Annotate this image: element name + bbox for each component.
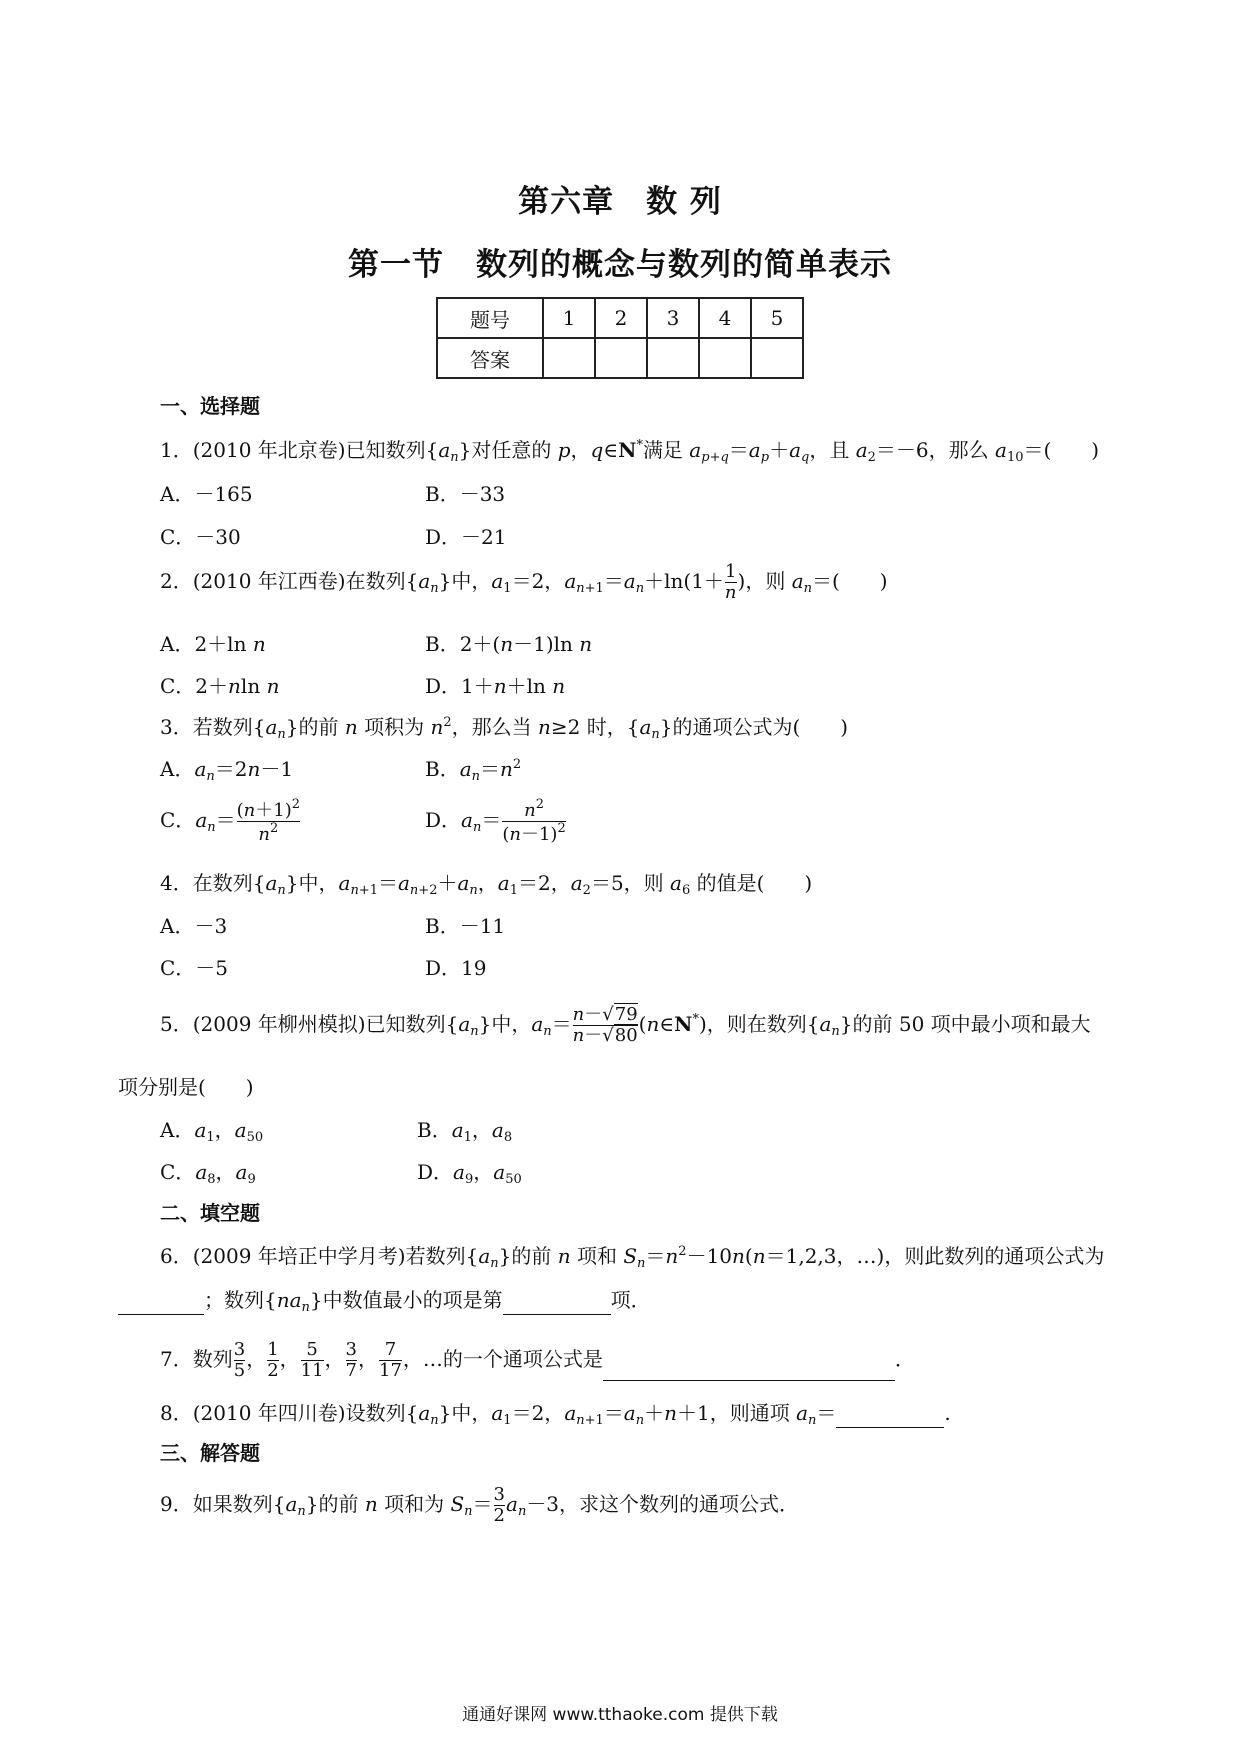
q4-option-a: A．－3 bbox=[160, 914, 228, 938]
question-4: 4．在数列$\{a_n\}$中，$a_{n+1}=a_{n+2}+a_n$，$a_1=2$，$a_2=5$，则 $a_6$ 的值是( ) bbox=[160, 871, 813, 898]
answer-cell[interactable] bbox=[595, 338, 647, 378]
question-9: 9．如果数列$\{a_n\}$的前 n 项和为 $S_n=$ $\frac{3}{2}$ $a_n-3$，求这个数列的通项公式． bbox=[160, 1484, 800, 1526]
q5-option-c: C．$a_8$，$a_9$ bbox=[160, 1160, 256, 1187]
q2-option-a: A．2＋ln n bbox=[160, 632, 266, 656]
q2-option-c: C．2＋nln n bbox=[160, 674, 280, 698]
chapter-title: 第六章 数 列 bbox=[518, 184, 722, 220]
answer-blank[interactable] bbox=[503, 1294, 611, 1315]
question-1: 1．(2010 年北京卷)已知数列$\{a_n\}$对任意的 p，q∈N*满足 $a_{p+q}=a_p+a_q$，且 $a_2=-6$，那么 $a_{10}=$( ) bbox=[160, 438, 1100, 465]
question-8: 8．(2010 年四川卷)设数列$\{a_n\}$中，$a_1=2$，$a_{n+1}=a_n+n+1$，则通项 $a_n=$ . bbox=[160, 1401, 951, 1428]
q3-option-a: A．$a_n=2n-1$ bbox=[160, 757, 294, 784]
q1-option-d: D．－21 bbox=[425, 525, 507, 549]
q2-option-b: B．2＋(n－1)ln n bbox=[425, 632, 593, 656]
answer-cell[interactable] bbox=[543, 338, 595, 378]
question-number: 4 bbox=[699, 298, 751, 338]
question-7: 7．数列 $\frac{3}{5}$ ， $\frac{1}{2}$ ， $\frac{5}{11}$ ， $\frac{3}{7}$ ， $\frac{7}{17}$ ，…的一个通项公式是 ． bbox=[160, 1339, 915, 1381]
answer-blank[interactable] bbox=[603, 1360, 895, 1381]
q1-option-a: A．－165 bbox=[160, 482, 253, 506]
q3-option-b: B．$a_n=n^2$ bbox=[425, 757, 522, 784]
q3-option-d: D．$a_n=$ $\frac{n^2}{(n-1)^2}$ bbox=[425, 797, 566, 845]
answer-label: 答案 bbox=[437, 338, 543, 378]
q2-option-d: D．1＋n＋ln n bbox=[425, 674, 566, 698]
answer-cell[interactable] bbox=[647, 338, 699, 378]
question-number: 1 bbox=[543, 298, 595, 338]
footer-text: 通通好课网 www.tthaoke.com 提供下载 bbox=[462, 1705, 778, 1725]
question-5: 5．(2009 年柳州模拟)已知数列$\{a_n\}$中，$a_n=$ $\frac{n-√79}{n-√80}$ (n∈N*)，则在数列$\{a_n\}$的前 50 项中最小项和最大 bbox=[160, 1004, 1091, 1046]
answer-cell[interactable] bbox=[751, 338, 803, 378]
question-number: 3 bbox=[647, 298, 699, 338]
question-6-continued: ；数列$\{na_n\}$中数值最小的项是第 项． bbox=[118, 1284, 651, 1315]
section-heading-solve: 三、解答题 bbox=[160, 1441, 260, 1465]
q5-option-a: A．$a_1$，$a_{50}$ bbox=[160, 1118, 264, 1145]
question-5-continued: 项分别是( ) bbox=[118, 1075, 254, 1099]
header-label: 题号 bbox=[437, 298, 543, 338]
q1-option-b: B．－33 bbox=[425, 482, 506, 506]
q3-option-c: C．$a_n=$ $\frac{(n+1)^2}{n^2}$ bbox=[160, 797, 301, 845]
section-heading-choice: 一、选择题 bbox=[160, 394, 260, 418]
section-heading-fill: 二、填空题 bbox=[160, 1201, 260, 1225]
q5-option-d: D．$a_9$，$a_{50}$ bbox=[417, 1160, 522, 1187]
question-6: 6．(2009 年培正中学月考)若数列$\{a_n\}$的前 n 项和 $S_n=n^2-10n(n=1,2,3$，…)，则此数列的通项公式为 bbox=[160, 1244, 1105, 1271]
answer-table bbox=[436, 297, 804, 379]
answer-table-answer-row bbox=[437, 338, 803, 378]
question-2: 2．(2010 年江西卷)在数列$\{a_n\}$中，$a_1=2$，$a_{n+1}=a_n+\ln(1+$ $\frac{1}{n}$ )，则 $a_n=$( ) bbox=[160, 561, 888, 603]
q4-option-b: B．－11 bbox=[425, 914, 506, 938]
q4-option-c: C．－5 bbox=[160, 956, 229, 980]
answer-blank[interactable] bbox=[836, 1407, 944, 1428]
question-number: 5 bbox=[751, 298, 803, 338]
q5-option-b: B．$a_1$，$a_8$ bbox=[417, 1118, 513, 1145]
section-title: 第一节 数列的概念与数列的简单表示 bbox=[348, 247, 892, 283]
question-3: 3．若数列$\{a_n\}$的前 n 项积为 $n^2$，那么当 n≥2 时，$\{a_n\}$的通项公式为( ) bbox=[160, 715, 849, 742]
answer-blank[interactable] bbox=[118, 1294, 204, 1315]
q1-option-c: C．－30 bbox=[160, 525, 241, 549]
question-number: 2 bbox=[595, 298, 647, 338]
answer-cell[interactable] bbox=[699, 338, 751, 378]
q4-option-d: D．19 bbox=[425, 956, 487, 980]
answer-table-header-row bbox=[437, 298, 803, 338]
